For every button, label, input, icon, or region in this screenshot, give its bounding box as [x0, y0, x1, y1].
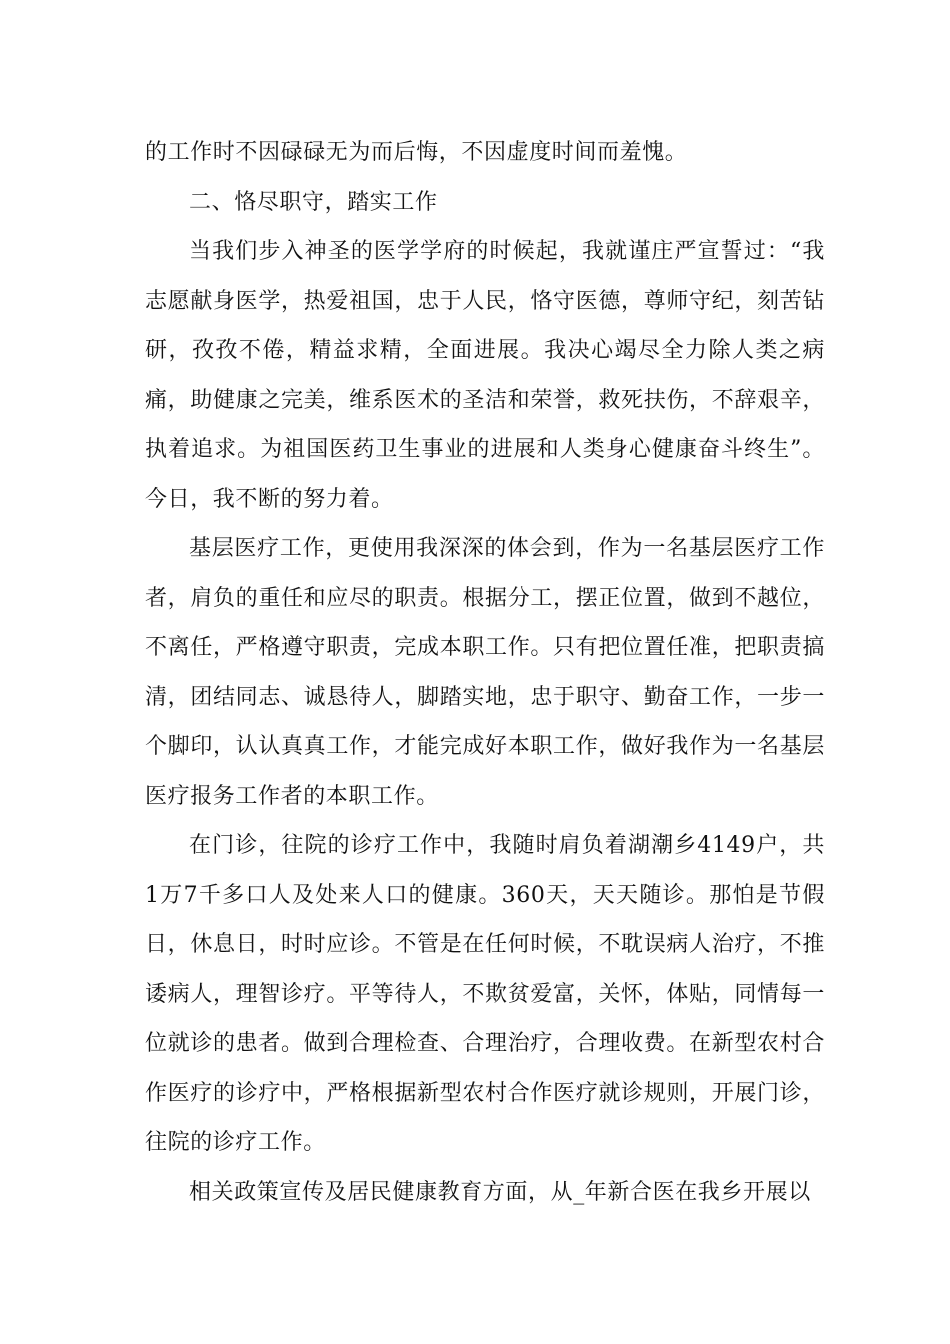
section-heading: 二、恪尽职守，踏实工作: [189, 189, 438, 215]
paragraph-policy: 相关政策宣传及居民健康教育方面，从_年新合医在我乡开展以: [189, 1179, 811, 1205]
paragraph-continuation: 的工作时不因碌碌无为而后悔，不因虚度时间而羞愧。: [145, 140, 688, 165]
paragraph-clinic: 在门诊，往院的诊疗工作中，我随时肩负着湖潮乡4149户，共1万7千多口人及处来人口的健康。360天，天天随诊。那怕是节假日，休息日，时时应诊。不管是在任何时候，不耽误病人治疗，不推诿病人，理智诊疗。平等待人，不欺贫爱富，关怀，体贴，同情每一位就诊的患者。做到合理检查、合理治疗，合理收费。在新型农村合作医疗的诊疗中，严格根据新型农村合作医疗就诊规则，开展门诊，往院的诊疗工作。: [145, 833, 825, 1155]
paragraph-duties: 基层医疗工作，更使用我深深的体会到，作为一名基层医疗工作者，肩负的重任和应尽的职责。根据分工，摆正位置，做到不越位，不离任，严格遵守职责，完成本职工作。只有把位置任准，把职责搞清，团结同志、诚恳待人，脚踏实地，忠于职守、勤奋工作，一步一个脚印，认认真真工作，才能完成好本职工作，做好我作为一名基层医疗报务工作者的本职工作。: [145, 536, 825, 809]
paragraph-oath: 当我们步入神圣的医学学府的时候起，我就谨庄严宣誓过：“我志愿献身医学，热爱祖国，忠于人民，恪守医德，尊师守纪，刻苦钻研，孜孜不倦，精益求精，全面进展。我决心竭尽全力除人类之病痛，助健康之完美，维系医术的圣洁和荣誉，救死扶伤，不辞艰辛，执着追求。为祖国医药卫生事业的进展和人类身心健康奋斗终生”。今日，我不断的努力着。: [145, 239, 825, 512]
document-body: [145, 128, 825, 1217]
